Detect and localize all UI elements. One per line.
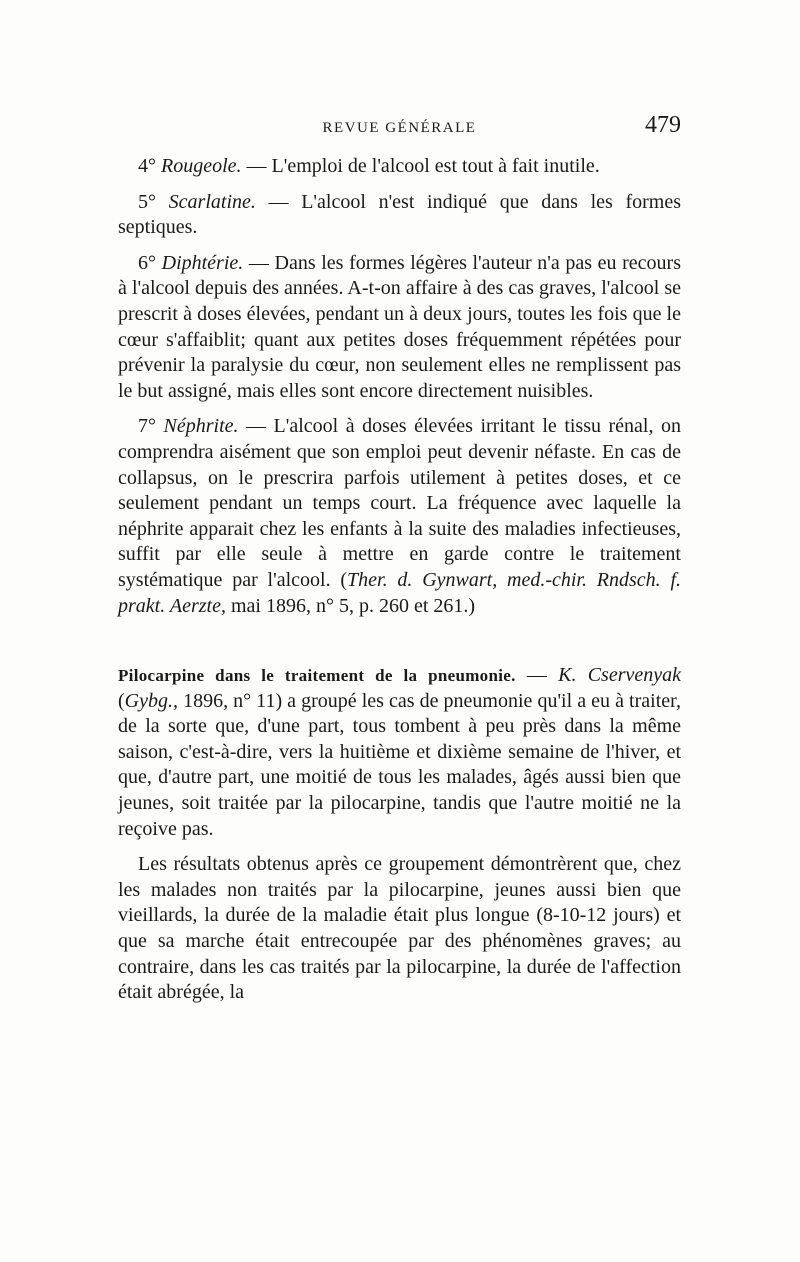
item-number: 6°	[138, 251, 156, 274]
item-number: 4°	[138, 155, 156, 177]
section-dash: —	[515, 664, 559, 687]
item-label: Rougeole.	[161, 155, 242, 177]
item-text: — L'emploi de l'alcool est tout à fait inutile.	[241, 155, 600, 177]
citation-tail: mai 1896, n° 5, p. 260 et 261.)	[225, 594, 476, 617]
item-label: Néphrite.	[163, 415, 239, 438]
paragraph-nephrite	[118, 414, 681, 619]
item-text: — Dans les formes légères l'auteur n'a pas eu recours à l'alcool depuis des années. A-t-on affaire à des cas graves, l'alcool se prescrit à doses élevées, pendant un à deux jours, toutes les fois que le cœur s'affaiblit; quant aux petites doses fréquemment répétées pour prévenir la paralysie du cœur, non seulement elles ne remplissent pas le but assigné, mais elles sont encore directement nuisibles.	[118, 251, 681, 402]
page-header	[118, 112, 681, 146]
item-text: — L'alcool n'est indiqué que dans les formes septiques.	[118, 190, 681, 239]
section-source-open: (	[118, 689, 125, 712]
item-number: 5°	[138, 190, 156, 213]
paragraph-diphterie	[118, 251, 681, 405]
paragraph-scarlatine	[118, 190, 681, 241]
section-source: Gybg.,	[124, 689, 178, 712]
section-author: K. Cservenyak	[558, 664, 682, 687]
paragraph-rougeole	[118, 154, 681, 180]
running-title: REVUE GÉNÉRALE	[322, 120, 477, 136]
page-number: 479	[645, 112, 681, 138]
item-label: Scarlatine.	[168, 190, 256, 213]
paragraph-pilocarpine	[118, 663, 681, 842]
item-label: Diphtérie.	[161, 251, 244, 274]
section-heading: Pilocarpine dans le traitement de la pneumonie.	[118, 666, 516, 686]
citation-reference: Ther. d. Gynwart, med.-chir. Rndsch. f. prakt. Aerzte,	[118, 568, 682, 617]
paragraph-results: Les résultats obtenus après ce groupement démontrèrent que, chez les malades non traités par la pilocarpine, jeunes aussi bien que vieillards, la durée de la maladie était plus longue (8-10-12 jours) et que sa marche était entrecoupée par des phénomènes graves; au contraire, dans les cas traités par la pilocarpine, la durée de l'affection était abrégée, la	[118, 853, 681, 1004]
item-number: 7°	[138, 415, 156, 438]
page	[118, 112, 681, 1006]
item-text: — L'alcool à doses élevées irritant le tissu rénal, on comprendra aisément que son emploi peut devenir néfaste. En cas de collapsus, on le prescrira parfois utilement à petites doses, et ce seulement pendant un temps court. La fréquence avec laquelle la néphrite apparait chez les enfants à la suite des maladies infectieuses, suffit par elle seule à mettre en garde contre le traitement systématique par l'alcool. (	[118, 415, 681, 591]
section-text: 1896, n° 11) a groupé les cas de pneumonie qu'il a eu à traiter, de la sorte que, d'une part, tous tombent à peu près dans la même saison, c'est-à-dire, vers la huitième et dixième semaine de l'hiver, et que, d'autre part, une moitié de tous les malades, âgés aussi bien que jeunes, soit traitée par la pilocarpine, tandis que l'autre moitié ne la reçoive pas.	[118, 689, 681, 840]
